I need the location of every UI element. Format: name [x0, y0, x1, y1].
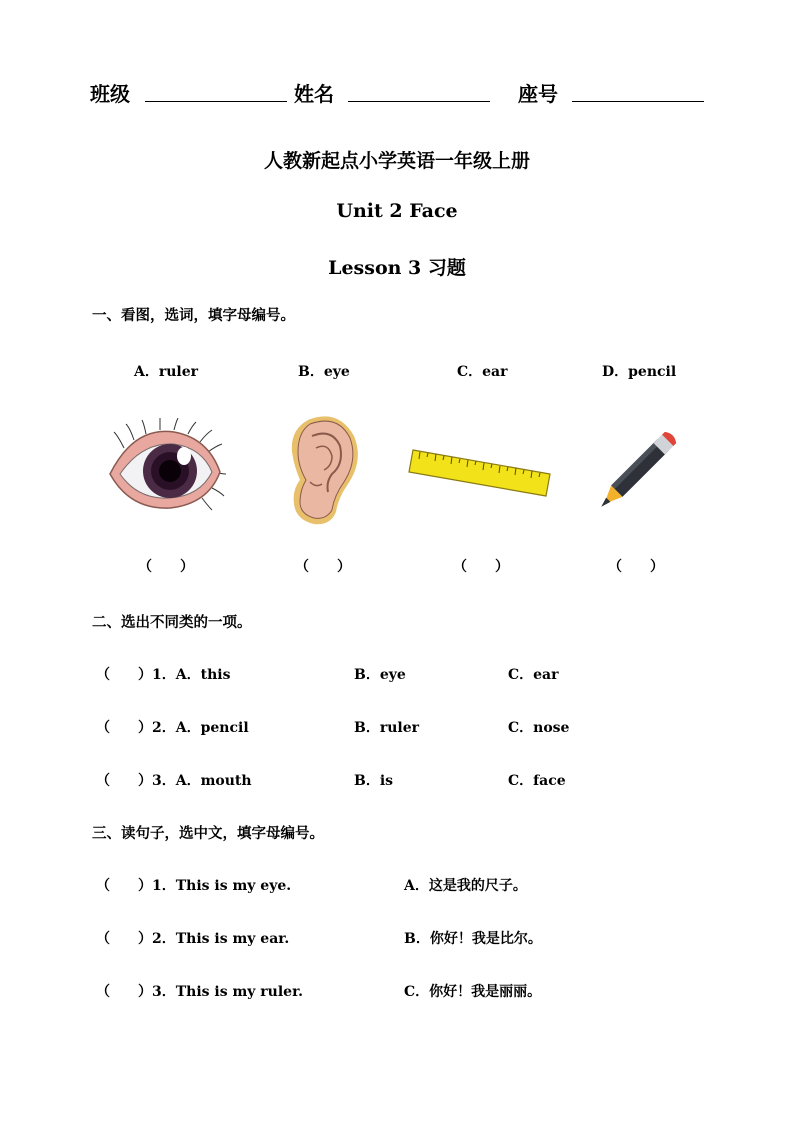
s2-q1[interactable]: （ ）1．A．this — [96, 667, 231, 683]
option-b: B．eye — [298, 364, 350, 380]
s3-q3[interactable]: （ ）3．This is my ruler. — [96, 984, 304, 1000]
answer-blank-3[interactable]: （ ） — [453, 559, 509, 575]
s2-q1-c: C．ear — [508, 667, 559, 683]
option-a: A．ruler — [134, 364, 199, 380]
student-info-header — [90, 74, 710, 108]
pencil-icon — [584, 416, 692, 524]
s3-a2: B．你好！我是比尔。 — [404, 931, 542, 947]
section1-heading: 一、看图，选词，填字母编号。 — [92, 307, 295, 324]
answer-blank-4[interactable]: （ ） — [608, 559, 664, 575]
book-title: 人教新起点小学英语一年级上册 — [263, 150, 530, 172]
lesson-title: Lesson 3 习题 — [328, 257, 466, 279]
class-label: 班级 — [90, 82, 130, 106]
s2-q2-b: B．ruler — [354, 720, 419, 736]
ear-icon — [286, 412, 362, 528]
name-field[interactable] — [348, 101, 490, 102]
section3-heading: 三、读句子，选中文，填字母编号。 — [92, 825, 324, 842]
answer-blank-2[interactable]: （ ） — [295, 559, 351, 575]
section2-heading: 二、选出不同类的一项。 — [92, 614, 252, 631]
s2-q3-c: C．face — [508, 773, 566, 789]
ruler-icon — [408, 446, 554, 500]
s3-q1[interactable]: （ ）1．This is my eye. — [96, 878, 292, 894]
name-label: 姓名 — [294, 82, 334, 106]
s2-q1-b: B．eye — [354, 667, 406, 683]
seat-label: 座号 — [518, 82, 558, 106]
s3-a1: A．这是我的尺子。 — [404, 878, 527, 894]
option-c: C．ear — [457, 364, 508, 380]
eye-icon — [104, 418, 228, 518]
class-field[interactable] — [145, 101, 287, 102]
unit-title: Unit 2 Face — [336, 200, 458, 222]
s2-q2-c: C．nose — [508, 720, 570, 736]
option-d: D．pencil — [602, 364, 677, 380]
s2-q3[interactable]: （ ）3．A．mouth — [96, 773, 252, 789]
s3-q2[interactable]: （ ）2．This is my ear. — [96, 931, 290, 947]
s2-q2[interactable]: （ ）2．A．pencil — [96, 720, 249, 736]
seat-field[interactable] — [572, 101, 704, 102]
answer-blank-1[interactable]: （ ） — [138, 559, 194, 575]
s2-q3-b: B．is — [354, 773, 394, 789]
s3-a3: C．你好！我是丽丽。 — [404, 984, 542, 1000]
